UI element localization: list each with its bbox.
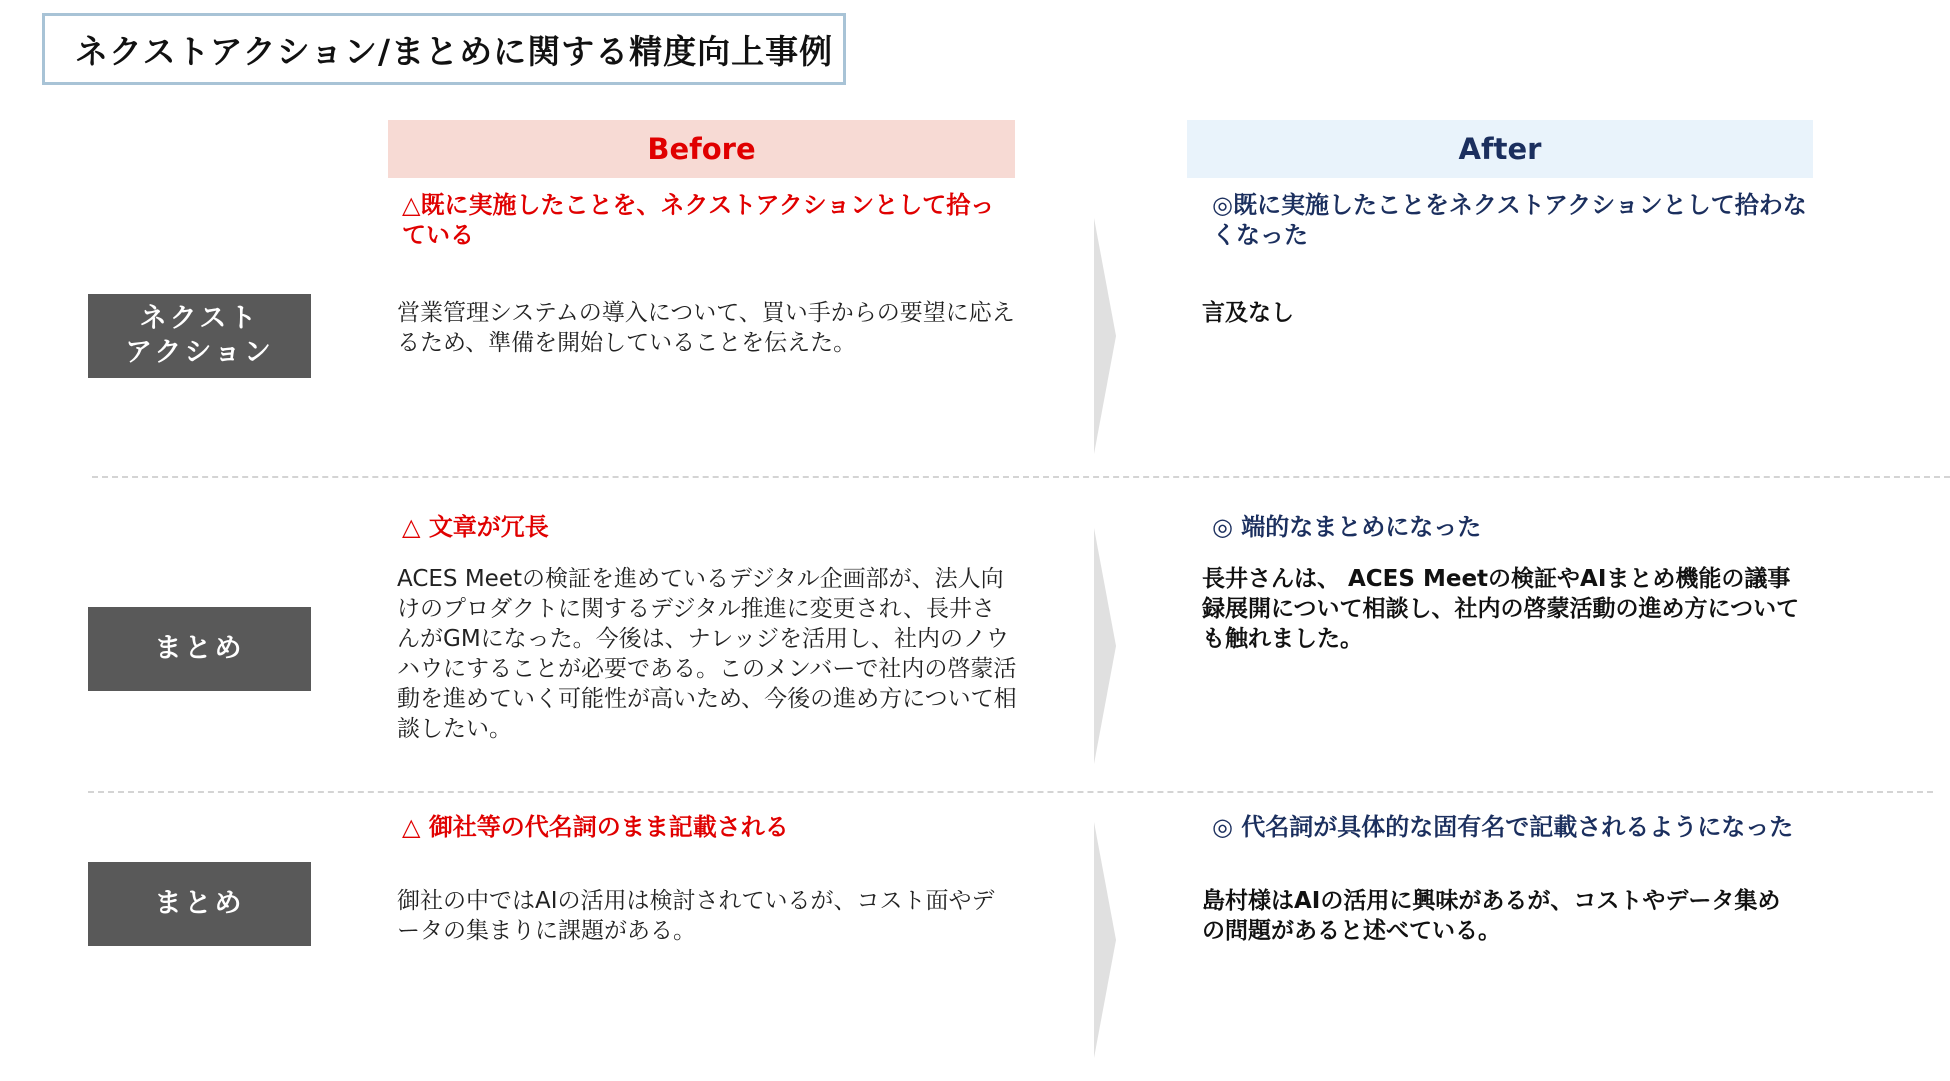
row-label-next-action: ネクスト アクション bbox=[88, 294, 311, 378]
row-divider bbox=[88, 791, 1933, 793]
after-column-header: After bbox=[1187, 120, 1813, 178]
before-column-header: Before bbox=[388, 120, 1015, 178]
after-improvement-heading: ◎ 端的なまとめになった bbox=[1212, 513, 1482, 541]
after-example-text: 長井さんは、 ACES Meetの検証やAIまとめ機能の議事録展開について相談し、社内の啓蒙活動の進め方についても触れました。 bbox=[1202, 566, 1800, 652]
before-issue-heading: △ 文章が冗長 bbox=[402, 513, 549, 541]
before-issue-heading: △ 御社等の代名詞のまま記載される bbox=[402, 813, 789, 841]
row-divider bbox=[92, 476, 1950, 478]
before-issue-heading: △既に実施したことを、ネクストアクションとして拾っている bbox=[402, 191, 995, 249]
after-improvement-heading: ◎ 代名詞が具体的な固有名で記載されるようになった bbox=[1212, 813, 1794, 841]
chevron-right-icon bbox=[1094, 822, 1116, 1058]
row-label-summary: まとめ bbox=[88, 862, 311, 946]
after-example-text: 言及なし bbox=[1202, 300, 1294, 326]
row-label-summary: まとめ bbox=[88, 607, 311, 691]
slide-title: ネクストアクション/まとめに関する精度向上事例 bbox=[42, 13, 846, 85]
after-improvement-heading: ◎既に実施したことをネクストアクションとして拾わなくなった bbox=[1212, 191, 1807, 249]
before-example-text: ACES Meetの検証を進めているデジタル企画部が、法人向けのプロダクトに関するデジタル推進に変更され、長井さんがGMになった。今後は、ナレッジを活用し、社内のノウハウにすることが必要である。このメンバーで社内の啓蒙活動を進めていく可能性が高いため、今後の進め方について相談したい。 bbox=[397, 566, 1017, 742]
before-example-text: 御社の中ではAIの活用は検討されているが、コスト面やデータの集まりに課題がある。 bbox=[397, 888, 995, 944]
before-example-text: 営業管理システムの導入について、買い手からの要望に応えるため、準備を開始していることを伝えた。 bbox=[397, 300, 1015, 356]
chevron-right-icon bbox=[1094, 218, 1116, 454]
after-example-text: 島村様はAIの活用に興味があるが、コストやデータ集めの問題があると述べている。 bbox=[1202, 888, 1781, 944]
chevron-right-icon bbox=[1094, 528, 1116, 764]
